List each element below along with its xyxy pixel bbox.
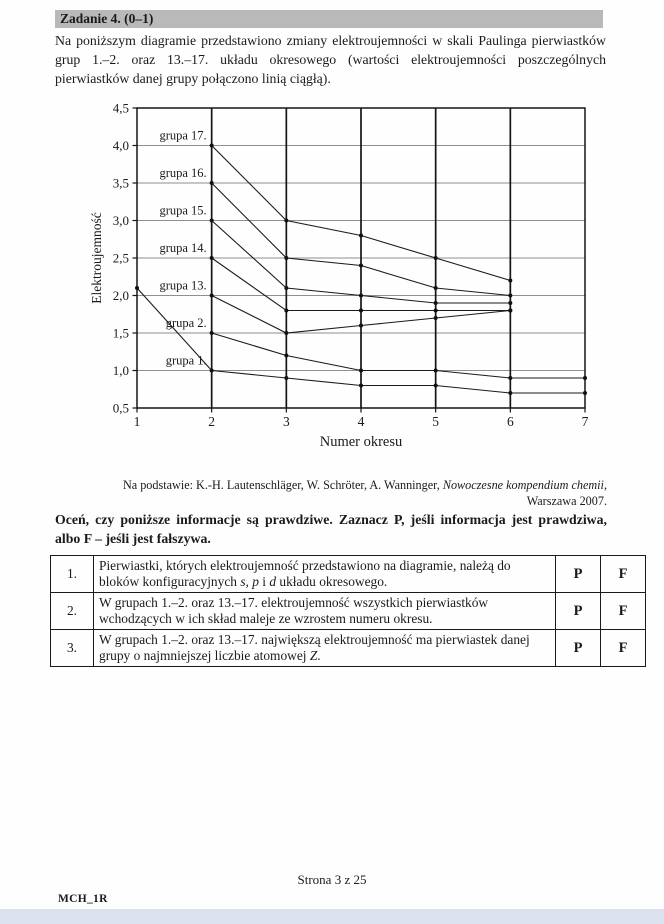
data-point [508, 294, 512, 298]
source-book-title: Nowoczesne kompendium chemii [442, 478, 604, 492]
chart-svg [88, 98, 600, 454]
data-point [583, 376, 587, 380]
data-point [583, 391, 587, 395]
x-tick-label: 6 [506, 414, 514, 429]
statement-segment: W grupach 1.–2. oraz 13.–17. elektroujemność wszystkich pierwiastków wchodzących w ich skład maleje ze wzrostem numeru okresu. [99, 594, 489, 626]
data-point [359, 264, 363, 268]
statement-italic: Z [309, 648, 318, 663]
data-point [434, 384, 438, 388]
statement-segment: . [317, 648, 321, 663]
data-point [508, 279, 512, 283]
y-axis-title: Elektroujemność [89, 212, 104, 304]
series-label: grupa 16. [159, 166, 207, 180]
data-point [359, 234, 363, 238]
table-row [51, 556, 646, 593]
series-label: grupa 14. [159, 241, 207, 255]
x-axis-title: Numer okresu [319, 434, 403, 450]
document-code: MCH_1R [58, 893, 108, 905]
statement-italic: s, p [240, 574, 259, 589]
data-point [210, 331, 214, 335]
series-label: grupa 2. [165, 316, 207, 330]
source-citation [100, 477, 607, 509]
data-point [434, 369, 438, 373]
data-point [434, 309, 438, 313]
task-instruction: Oceń, czy poniższe informacje są prawdziwe. Zaznacz P, jeśli informacja jest prawdziwa, albo F – jeśli jest fałszywa. [55, 512, 607, 546]
data-point [508, 301, 512, 305]
statement-text [94, 556, 556, 593]
data-point [210, 144, 214, 148]
data-point [434, 286, 438, 290]
data-point [135, 286, 139, 290]
data-point [210, 181, 214, 185]
data-point [284, 219, 288, 223]
statement-italic: d [269, 574, 277, 589]
bottom-strip [0, 909, 664, 924]
data-point [284, 256, 288, 260]
row-number: 3. [51, 630, 94, 667]
data-point [434, 256, 438, 260]
answer-true-cell[interactable]: P [556, 593, 601, 630]
data-point [359, 324, 363, 328]
statement-segment: układu okresowego. [276, 574, 388, 589]
data-point [210, 256, 214, 260]
y-tick-label: 1,5 [112, 325, 129, 341]
task-header [55, 10, 603, 28]
series-label: grupa 1. [165, 353, 207, 368]
answer-true-cell[interactable]: P [556, 556, 601, 593]
data-point [508, 376, 512, 380]
x-tick-label: 1 [133, 414, 141, 429]
table-row [51, 593, 646, 630]
y-tick-label: 3,0 [112, 213, 129, 228]
series-label: grupa 17. [159, 128, 207, 143]
data-point [210, 369, 214, 373]
statement-text [94, 630, 556, 667]
row-number: 1. [51, 556, 94, 593]
y-tick-label: 0,5 [112, 400, 129, 416]
data-point [434, 301, 438, 305]
source-suffix: , [603, 478, 607, 492]
data-point [434, 316, 438, 320]
x-tick-label: 3 [282, 414, 290, 429]
statement-segment: i [258, 574, 270, 589]
data-point [359, 294, 363, 298]
y-tick-label: 4,5 [112, 100, 129, 116]
statement-segment: Pierwiastki, których elektroujemność przedstawiono na diagramie, należą do bloków konfiguracyjnych [99, 557, 511, 589]
y-tick-label: 2,5 [112, 250, 129, 266]
y-tick-label: 1,0 [112, 363, 129, 378]
y-tick-label: 2,0 [112, 288, 129, 303]
source-prefix: Na podstawie: K.-H. Lautenschläger, W. Schröter, A. Wanninger, [122, 478, 443, 492]
data-point [508, 391, 512, 395]
answer-false-cell[interactable]: F [601, 630, 646, 667]
page-number: Strona 3 z 25 [297, 872, 367, 887]
data-point [284, 331, 288, 335]
x-tick-label: 4 [357, 414, 365, 429]
answer-false-cell[interactable]: F [601, 593, 646, 630]
statement-text [94, 593, 556, 630]
data-point [284, 309, 288, 313]
statement-segment: W grupach 1.–2. oraz 13.–17. największą elektroujemność ma pierwiastek danej grupy o najmniejszej liczbie atomowej [99, 631, 530, 663]
task-title: Zadanie 4. (0–1) [60, 11, 154, 26]
data-point [284, 376, 288, 380]
series-label: grupa 15. [159, 203, 207, 218]
source-line2: Warszawa 2007. [526, 494, 607, 508]
x-tick-label: 7 [581, 414, 589, 429]
table-row [51, 630, 646, 667]
data-point [284, 286, 288, 290]
y-tick-label: 4,0 [112, 138, 129, 153]
electronegativity-chart [88, 98, 600, 454]
row-number: 2. [51, 593, 94, 630]
task-intro-text: Na poniższym diagramie przedstawiono zmiany elektroujemności w skali Paulinga pierwiastków grup 1.–2. oraz 13.–17. układu okresowego (wartości elektroujemności poszczególnych pierwiastków danej grupy połączono linią ciągłą). [55, 33, 606, 86]
series-label: grupa 13. [159, 278, 207, 293]
true-false-table [50, 555, 646, 667]
y-tick-label: 3,5 [112, 175, 129, 191]
data-point [359, 369, 363, 373]
data-point [210, 294, 214, 298]
data-point [359, 309, 363, 313]
data-point [210, 219, 214, 223]
x-tick-label: 5 [432, 414, 440, 429]
data-point [508, 309, 512, 313]
data-point [359, 384, 363, 388]
answer-true-cell[interactable]: P [556, 630, 601, 667]
series-line-grupa2 [212, 333, 585, 378]
answer-false-cell[interactable]: F [601, 556, 646, 593]
x-tick-label: 2 [208, 414, 216, 429]
data-point [284, 354, 288, 358]
